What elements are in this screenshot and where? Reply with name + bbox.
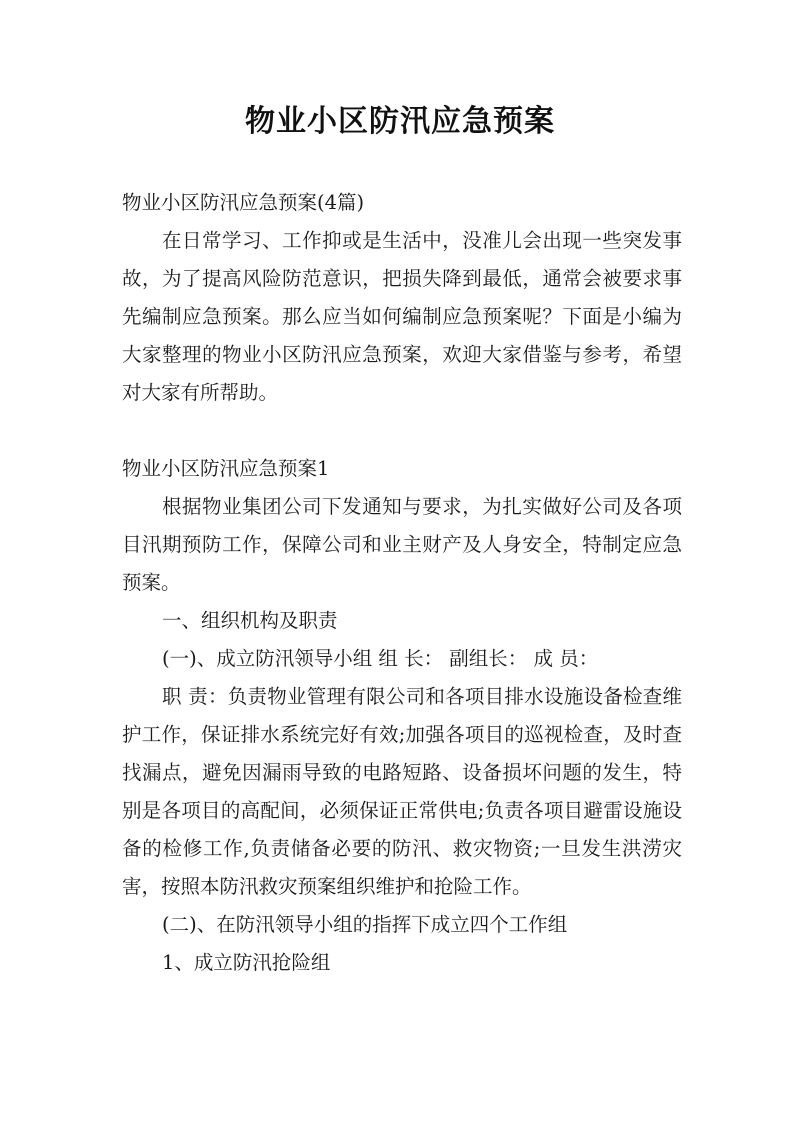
document-body [122, 184, 682, 982]
duty-paragraph: 职 责：负责物业管理有限公司和各项目排水设施设备检查维护工作，保证排水系统完好有效;加强各项目的巡视检查，及时查找漏点，避免因漏雨导致的电路短路、设备损坏问题的发生，特别是各项目的高配间，必须保证正常供电;负责各项目避雷设施设备的检修工作,负责储备必要的防汛、救灾物资;一旦发生洪涝灾害，按照本防汛救灾预案组织维护和抢险工作。 [122, 685, 682, 898]
document-subtitle: 物业小区防汛应急预案(4篇) [122, 191, 365, 214]
leadership-group-line: (一)、成立防汛领导小组 组 长： 副组长： 成 员： [162, 647, 599, 670]
org-heading: 一、组织机构及职责 [162, 609, 338, 632]
document-title: 物业小区防汛应急预案 [245, 104, 555, 139]
section-heading: 物业小区防汛应急预案1 [122, 457, 330, 480]
spacer [122, 412, 682, 450]
rescue-team-line: 1、成立防汛抢险组 [162, 951, 331, 974]
intro-paragraph: 在日常学习、工作抑或是生活中，没准儿会出现一些突发事故，为了提高风险防范意识，把损失降到最低，通常会被要求事先编制应急预案。那么应当如何编制应急预案呢？下面是小编为大家整理的物业小区防汛应急预案，欢迎大家借鉴与参考，希望对大家有所帮助。 [122, 229, 682, 404]
work-teams-line: (二)、在防汛领导小组的指挥下成立四个工作组 [162, 913, 568, 936]
section-paragraph: 根据物业集团公司下发通知与要求，为扎实做好公司及各项目汛期预防工作，保障公司和业主财产及人身安全，特制定应急预案。 [122, 495, 682, 594]
